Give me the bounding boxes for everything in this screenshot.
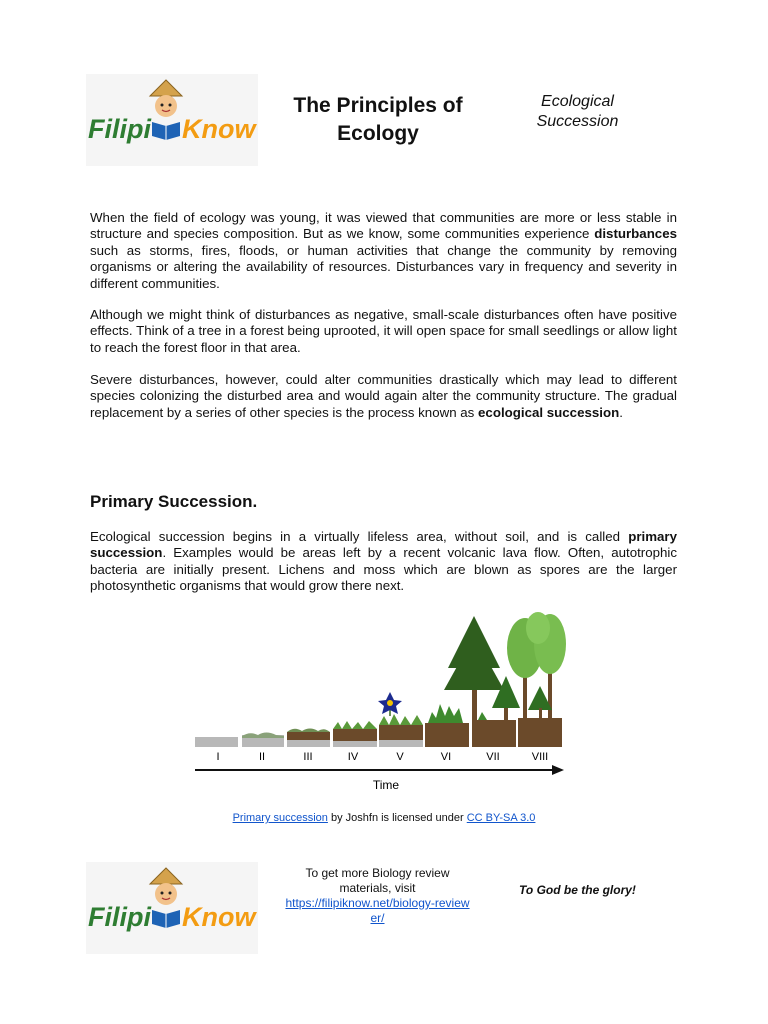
svg-text:Filipi: Filipi xyxy=(88,114,151,144)
time-arrow-head xyxy=(552,765,564,775)
footer-biology-reviewer-link[interactable]: https://filipiknow.net/biology-reviewer/ xyxy=(285,896,470,925)
svg-text:Know: Know xyxy=(182,902,256,932)
stage-label: I xyxy=(216,751,220,763)
term-primary-succession: primary succession xyxy=(90,529,677,561)
term-disturbances: disturbances xyxy=(594,226,677,242)
stage-label: VI xyxy=(440,751,452,763)
footer-logo-graphic xyxy=(86,862,258,954)
section-heading-primary-succession: Primary Succession. xyxy=(90,492,258,511)
footer-closing: To God be the glory! xyxy=(519,883,636,897)
succession-diagram xyxy=(190,608,570,803)
succession-illustration xyxy=(190,608,570,798)
logo xyxy=(86,74,258,166)
stage-7-soil xyxy=(472,720,516,747)
stage-label: IV xyxy=(347,751,359,763)
svg-text:Know: Know xyxy=(182,114,256,144)
stage-8-soil xyxy=(518,718,562,747)
intro-paragraph-3: Severe disturbances, however, could alter communities drastically which may lead to different species colonizing the disturbed area and would again alter the community structure. The gradual replacement by a series of other species is the process known as ecological succession. xyxy=(90,372,677,420)
svg-text:Filipi: Filipi xyxy=(88,902,151,932)
term-ecological-succession: ecological succession xyxy=(478,404,620,420)
stage-6-soil xyxy=(425,723,469,747)
caption-link-license[interactable]: CC BY-SA 3.0 xyxy=(466,812,536,824)
stage-label: VII xyxy=(486,751,500,763)
stage-label: V xyxy=(396,751,404,763)
page-title: The Principles of Ecology xyxy=(293,94,463,145)
caption-link-primary-succession[interactable]: Primary succession xyxy=(232,812,328,824)
intro-paragraph-2: Although we might think of disturbances as negative, small-scale disturbances often have positive effects. Think of a tree in a forest being uprooted, it will open space for small seedlings or allow light to reach the forest floor in that area. xyxy=(90,307,677,355)
footer-logo xyxy=(86,862,258,954)
stage-label: VIII xyxy=(531,751,549,763)
footer-cta xyxy=(285,866,470,926)
stage-3-soil xyxy=(287,732,330,740)
page-subtitle: Ecological Succession xyxy=(536,93,619,130)
primary-succession-paragraph: Ecological succession begins in a virtually lifeless area, without soil, and is called primary succession. Examples would be areas left by a recent volcanic lava flow. Often, autotrophic bacteria are initially present. Lichens and moss which are blown as spores are the larger photosynthetic organisms that would grow there next. xyxy=(90,529,677,594)
stage-1-ground xyxy=(195,737,238,747)
footer-cta-text: To get more Biology review materials, visit xyxy=(305,866,450,895)
stage-label: III xyxy=(303,751,313,763)
stage-label: II xyxy=(258,751,266,763)
intro-paragraph-1: When the field of ecology was young, it was viewed that communities are more or less stable in structure and species composition. But as we know, some communities experience disturbances such as storms, fires, floods, or human activities that change the community by removing organisms or altering the availability of resources. Disturbances vary in frequency and severity in different communities. xyxy=(90,210,677,291)
time-axis-label: Time xyxy=(372,778,400,792)
image-caption: Primary succession by Joshfn is licensed under CC BY-SA 3.0 xyxy=(232,812,536,824)
stage-4-soil xyxy=(333,729,377,741)
logo-graphic xyxy=(86,74,258,166)
stage-5-soil xyxy=(379,725,423,740)
